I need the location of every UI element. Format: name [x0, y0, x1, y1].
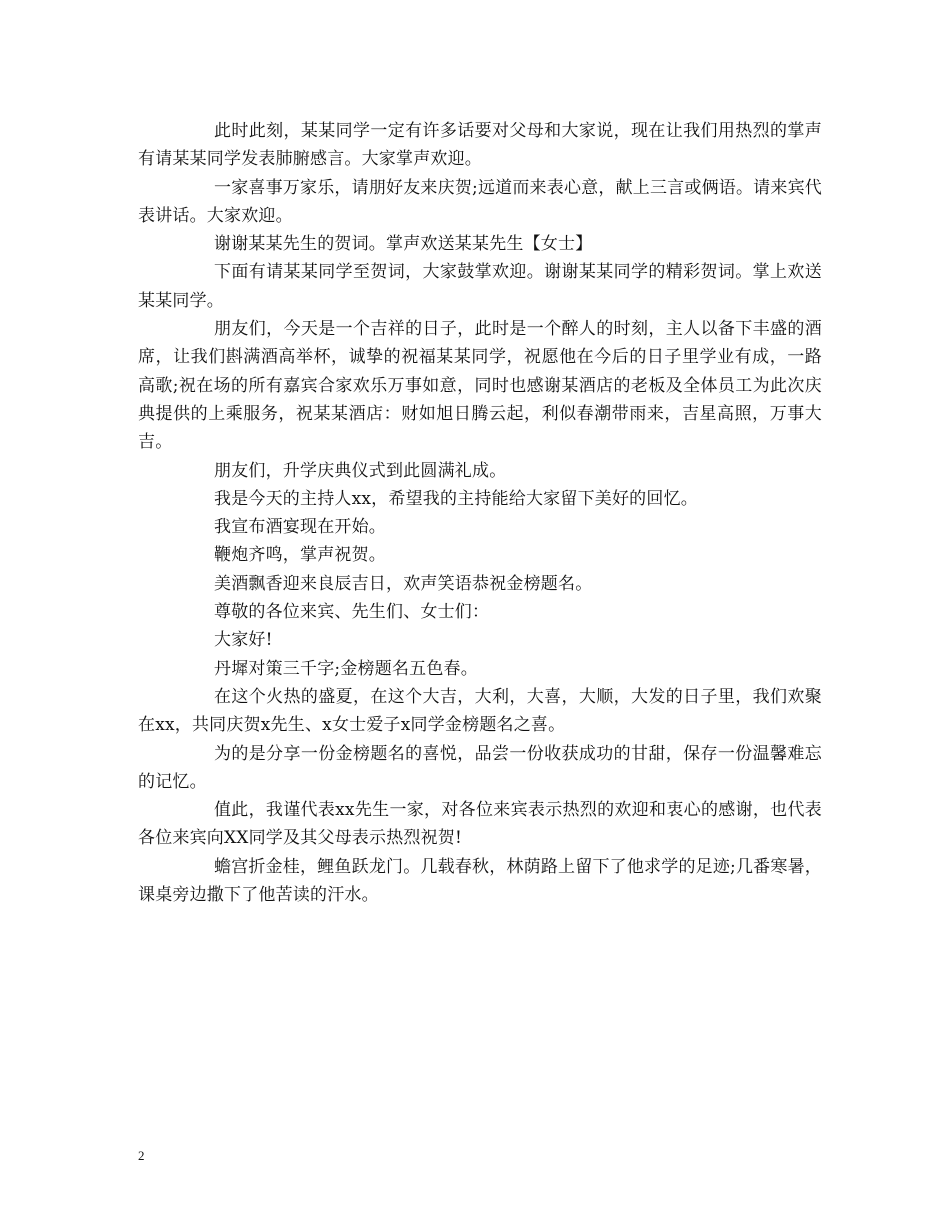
paragraph: 下面有请某某同学至贺词，大家鼓掌欢迎。谢谢某某同学的精彩贺词。掌上欢送某某同学。 [138, 262, 822, 311]
paragraph: 尊敬的各位来宾、先生们、女士们： [214, 602, 490, 623]
page-number: 2 [138, 1148, 145, 1163]
paragraph: 值此，我谨代表xx先生一家，对各位来宾表示热烈的欢迎和衷心的感谢，也代表各位来宾向XX同学及其父母表示热烈祝贺! [138, 800, 822, 849]
paragraph: 为的是分享一份金榜题名的喜悦，品尝一份收获成功的甘甜，保存一份温馨难忘的记忆。 [138, 743, 822, 792]
paragraph: 我宣布酒宴现在开始。 [214, 517, 386, 538]
paragraph: 此时此刻，某某同学一定有许多话要对父母和大家说，现在让我们用热烈的掌声有请某某同学发表肺腑感言。大家掌声欢迎。 [138, 121, 822, 170]
paragraph: 朋友们，今天是一个吉祥的日子，此时是一个醉人的时刻，主人以备下丰盛的酒席，让我们斟满酒高举杯，诚挚的祝福某某同学，祝愿他在今后的日子里学业有成，一路高歌;祝在场的所有嘉宾合家欢乐万事如意，同时也感谢某酒店的老板及全体员工为此次庆典提供的上乘服务，祝某某酒店：财如旭日腾云起，利似春潮带雨来，吉星高照，万事大吉。 [138, 319, 822, 453]
paragraph: 一家喜事万家乐，请朋好友来庆贺;远道而来表心意，献上三言或俩语。请来宾代表讲话。大家欢迎。 [138, 177, 822, 226]
paragraph: 鞭炮齐鸣，掌声祝贺。 [214, 545, 386, 566]
paragraph: 在这个火热的盛夏，在这个大吉，大利，大喜，大顺，大发的日子里，我们欢聚在xx，共同庆贺x先生、x女士爱子x同学金榜题名之喜。 [138, 686, 822, 736]
paragraph: 美酒飘香迎来良辰吉日，欢声笑语恭祝金榜题名。 [214, 573, 593, 594]
paragraph: 谢谢某某先生的贺词。掌声欢送某某先生【女士】 [214, 234, 593, 255]
paragraph: 蟾宫折金桂，鲤鱼跃龙门。几载春秋，林荫路上留下了他求学的足迹;几番寒暑，课桌旁边撒下了他苦读的汗水。 [138, 856, 822, 906]
document-body [138, 117, 822, 909]
paragraph: 大家好! [214, 630, 273, 651]
paragraph: 丹墀对策三千字;金榜题名五色春。 [214, 658, 478, 679]
paragraph: 朋友们，升学庆典仪式到此圆满礼成。 [214, 460, 507, 481]
paragraph: 我是今天的主持人xx，希望我的主持能给大家留下美好的回忆。 [214, 488, 698, 509]
